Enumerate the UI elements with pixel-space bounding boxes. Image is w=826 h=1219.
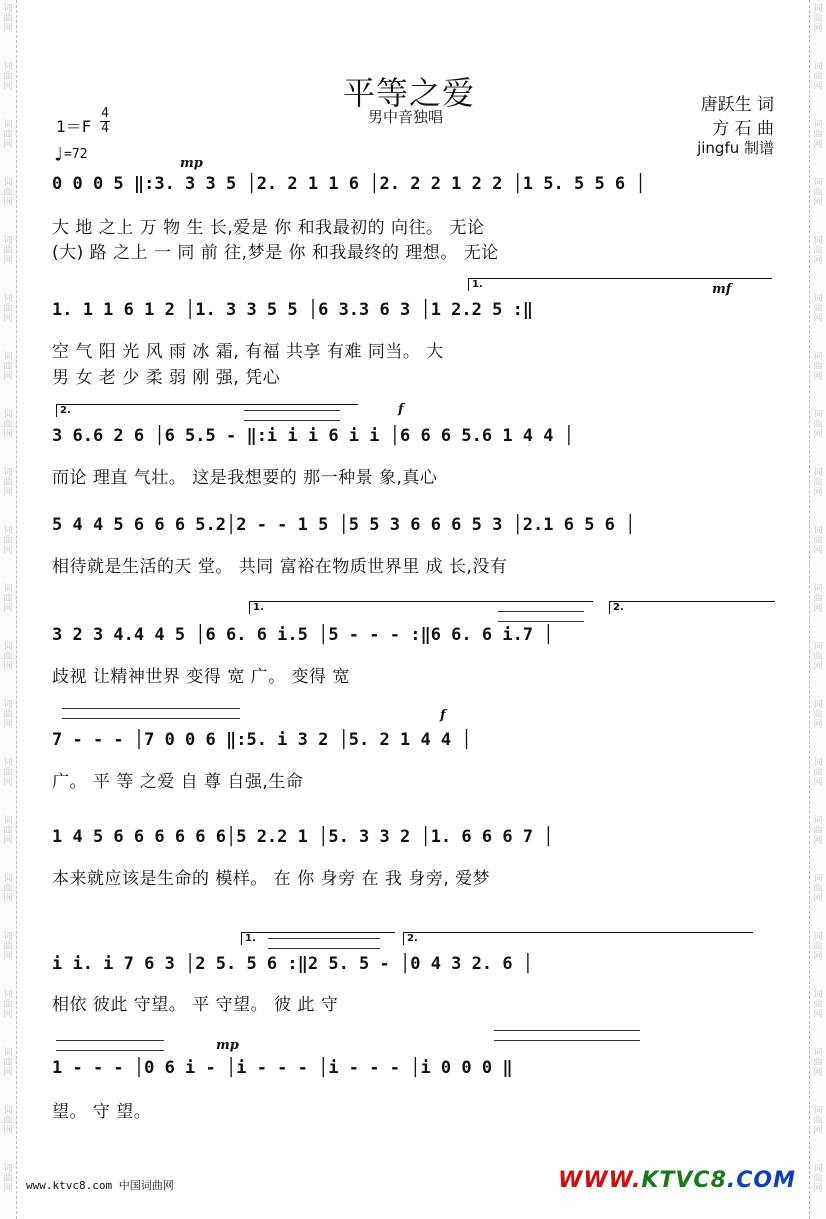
watermark-text: 词曲网 [813, 816, 823, 846]
watermark-text: 词曲网 [3, 1106, 13, 1136]
watermark-text: 词曲网 [813, 584, 823, 614]
watermark-text: 词曲网 [813, 468, 823, 498]
lyric-line: 本来就应该是生命的 模样。 在 你 身旁 在 我 身旁, 爱梦 [52, 869, 491, 889]
dynamic-mark: mp [216, 1038, 239, 1053]
watermark-text: 词曲网 [3, 932, 13, 962]
watermark-text: 词曲网 [813, 352, 823, 382]
watermark-text: 词曲网 [813, 4, 823, 34]
music-line: 3 6.6 2 6 │6 5.5 - ‖:i i i 6 i i │6 6 6 5.6 1 4 4 │ [52, 426, 574, 446]
watermark-text: 词曲网 [3, 62, 13, 92]
watermark-text: 词曲网 [3, 468, 13, 498]
time-bottom: 4 [101, 121, 109, 136]
watermark-text: 词曲网 [813, 932, 823, 962]
watermark-text: 词曲网 [3, 758, 13, 788]
lyricist-credit: 唐跃生 词 [700, 95, 774, 115]
watermark-text: 词曲网 [3, 236, 13, 266]
music-line: 1. 1 1 6 1 2 │1. 3 3 5 5 │6 3.3 6 3 │1 2.2 5 :‖ [52, 300, 534, 320]
watermark-text: 词曲网 [813, 410, 823, 440]
hairpin-line [62, 708, 240, 719]
watermark-text: 词曲网 [3, 526, 13, 556]
lyric-line: 相依 彼此 守望。 平 守望。 彼 此 守 [52, 995, 339, 1015]
dynamic-mark: f [440, 708, 446, 723]
volta-bracket: 2. [609, 601, 775, 614]
dynamic-mark: mf [712, 282, 732, 297]
watermark-text: 词曲网 [813, 1048, 823, 1078]
logo-part: .COM [726, 1168, 796, 1193]
watermark-text: 词曲网 [3, 642, 13, 672]
music-line: 3 2 3 4.4 4 5 │6 6. 6 i.5 │5 - - - :‖6 6. 6 i.7 │ [52, 625, 554, 645]
watermark-text: 词曲网 [813, 294, 823, 324]
watermark-text: 词曲网 [3, 1164, 13, 1194]
song-title: 平等之爱 [343, 74, 476, 112]
lyric-line: 歧视 让精神世界 变得 宽 广。 变得 宽 [52, 667, 350, 687]
watermark-text: 词曲网 [3, 816, 13, 846]
volta-bracket: 2. [403, 932, 753, 945]
logo-part: WWW. [558, 1168, 642, 1193]
hairpin-line [244, 410, 340, 421]
watermark-text: 词曲网 [3, 584, 13, 614]
watermark-text: 词曲网 [813, 874, 823, 904]
right-watermark-strip [809, 0, 826, 1219]
hairpin-line [494, 1030, 640, 1041]
dynamic-mark: mp [180, 156, 203, 171]
watermark-text: 词曲网 [3, 294, 13, 324]
volta-bracket: 2. [56, 404, 358, 417]
hairpin-line [498, 611, 584, 622]
music-line: 1 4 5 6 6 6 6 6 6│5 2.2 1 │5. 3 3 2 │1. 6 6 6 7 │ [52, 827, 554, 847]
time-top: 4 [101, 106, 109, 121]
watermark-text: 词曲网 [3, 700, 13, 730]
quarter-note-icon: ♩ [52, 142, 65, 166]
key-signature: 1＝F [56, 117, 92, 136]
volta-bracket: 1. [468, 278, 772, 291]
watermark-text: 词曲网 [813, 642, 823, 672]
music-line: i i. i 7 6 3 │2 5. 5 6 :‖2 5. 5 - │0 4 3 2. 6 │ [52, 954, 534, 974]
footer-site-text: www.ktvc8.com 中国词曲网 [26, 1179, 174, 1192]
footer-logo [558, 1168, 796, 1193]
watermark-text: 词曲网 [813, 120, 823, 150]
volta-bracket: 1. [241, 932, 395, 945]
lyric-line: (大) 路 之上 一 同 前 往,梦是 你 和我最终的 理想。 无论 [52, 243, 499, 263]
watermark-text: 词曲网 [813, 236, 823, 266]
lyric-line: 相待就是生活的天 堂。 共同 富裕在物质世界里 成 长,没有 [52, 557, 508, 577]
watermark-text: 词曲网 [3, 410, 13, 440]
watermark-text: 词曲网 [813, 526, 823, 556]
music-line: 1 - - - │0 6 i - │i - - - │i - - - │i 0 0 0 ‖ [52, 1058, 513, 1078]
music-line: 5 4 4 5 6 6 6 5.2│2 - - 1 5 │5 5 3 6 6 6 5 3 │2.1 6 5 6 │ [52, 515, 636, 535]
hairpin-line [268, 938, 380, 949]
watermark-text: 词曲网 [3, 1048, 13, 1078]
composer-credit: 方 石 曲 [712, 119, 774, 139]
arranger-credit: jingfu 制谱 [697, 139, 774, 157]
watermark-text: 词曲网 [813, 62, 823, 92]
watermark-text: 词曲网 [813, 990, 823, 1020]
watermark-text: 词曲网 [3, 120, 13, 150]
lyric-line: 广。 平 等 之爱 自 尊 自强,生命 [52, 772, 304, 792]
logo-part: KTVC8 [641, 1168, 727, 1193]
watermark-text: 词曲网 [3, 352, 13, 382]
lyric-line: 空 气 阳 光 风 雨 冰 霜, 有福 共享 有难 同当。 大 [52, 342, 444, 362]
volta-bracket: 1. [249, 601, 593, 614]
left-watermark-strip [0, 0, 17, 1219]
tempo-value: =72 [64, 147, 88, 162]
watermark-text: 词曲网 [813, 1164, 823, 1194]
watermark-text: 词曲网 [813, 178, 823, 208]
lyric-line: 男 女 老 少 柔 弱 刚 强, 凭心 [52, 368, 281, 388]
tempo-marking [52, 142, 88, 166]
watermark-text: 词曲网 [3, 874, 13, 904]
watermark-text: 词曲网 [813, 758, 823, 788]
watermark-text: 词曲网 [3, 990, 13, 1020]
hairpin-line [56, 1040, 164, 1051]
music-line: 7 - - - │7 0 0 6 ‖:5. i 3 2 │5. 2 1 4 4 │ [52, 730, 472, 750]
music-line: 0 0 0 5 ‖:3. 3 3 5 │2. 2 1 1 6 │2. 2 2 1 2 2 │1 5. 5 5 6 │ [52, 174, 646, 194]
watermark-text: 词曲网 [813, 700, 823, 730]
watermark-text: 词曲网 [3, 178, 13, 208]
time-signature [100, 107, 110, 136]
watermark-text: 词曲网 [3, 4, 13, 34]
watermark-text: 词曲网 [813, 1106, 823, 1136]
lyric-line: 大 地 之上 万 物 生 长,爱是 你 和我最初的 向往。 无论 [52, 218, 485, 238]
lyric-line: 而论 理直 气壮。 这是我想要的 那一种景 象,真心 [52, 468, 438, 488]
dynamic-mark: f [398, 402, 404, 417]
song-subtitle: 男中音独唱 [368, 108, 444, 126]
lyric-line: 望。 守 望。 [52, 1102, 152, 1122]
